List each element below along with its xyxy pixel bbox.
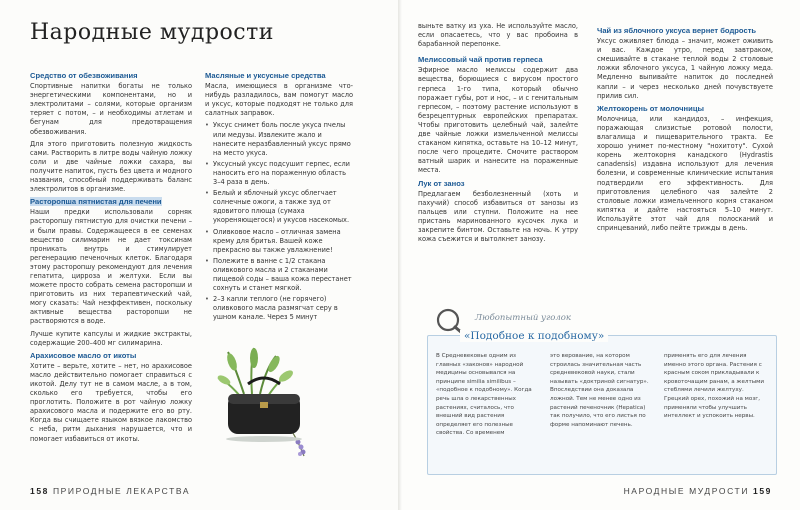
list-item: • Полежите в ванне с 1/2 стакана оливкового масла и 2 стаканами пищевой соды – ваша кожа перестанет сохнуть и станет мягкой. [205, 257, 353, 293]
sidebar-column-2: это верование, на котором строилась значительная часть средневековой науки, стали называть «доктриной сигнатур». Впоследствии она доказала ложной. Тем не менее одно из растений печеночник (Hepatica) так получило, что его листья по форме напоминают печень. [550, 353, 649, 428]
column-1 [30, 67, 192, 447]
heading-melissa: Мелиссовый чай против герпеса [418, 55, 543, 65]
paragraph-onion: Предлагаем безболезненный (хоть и пахучий) способ избавиться от занозы из пальцев или ступни. Положите на нее пристань маринованного кусочек лука и закрепите бинтом. Оставьте на ночь. К утру кожа съежится и вытолкнет занозу. [418, 189, 578, 244]
column-4 [597, 22, 773, 236]
paragraph-apple-vinegar: Уксус оживляет блюда – значит, может оживить и вас. Каждое утро, перед завтраком, смешивайте в стакане теплой воды 2 столовые ложки яблочного уксуса, 1 чайную ложку меда. Медленно выпивайте напиток до последней капли – и через несколько дней почувствуете прилив сил. [597, 37, 773, 100]
page-number-right: 159 [753, 486, 772, 496]
sidebar-title: «Подобное к подобному» [460, 330, 608, 342]
section-name-right: НАРОДНЫЕ МУДРОСТИ [623, 486, 750, 496]
paragraph-oil-vinegar-intro: Масла, имеющиеся в организме что-нибудь разладилось, вам помогут масло и уксус, которые подходят не только для салатных заправок. [205, 82, 353, 118]
page-title: Народные мудрости [30, 20, 274, 45]
sidebar-label: Любопытный уголок [475, 313, 571, 323]
paragraph-dehydration: Спортивные напитки богаты не только энергетическими компонентами, но и электролитами – солями, которые организм теряет с потом, – и необходимы атлетам и бегунам для предотвращения обезвоживания. [30, 82, 192, 136]
paragraph-melissa: Эфирное масло мелиссы содержит два вещества, борющиеся с вирусом простого герпеса 1-го типа, который обычно поражает губы, рот и нос, – и с генитальным герпесом, – поэтому растение используют в безрецептурных европейских препаратах. Чтобы приготовить целебный чай, залейте две чайные ложки измельченной мелиссы стаканом кипятка, оставьте на 10–12 минут, после чего процедите. Смочите раствором ватный шарик и нанесите на пораженные места. [418, 66, 578, 175]
paragraph-milk-thistle-2: Лучше купите капсулы и жидкие экстракты, содержащие 200–400 мг силимарина. [30, 329, 192, 347]
heading-onion: Лук от заноз [418, 178, 465, 188]
column-2 [205, 67, 353, 324]
heading-oil-vinegar: Масляные и уксусные средства [205, 71, 326, 80]
paragraph-goldenseal: Молочница, или кандидоз, – инфекция, поражающая слизистые ротовой полости, влагалища и пищеварительного тракта. Ее хорошо унимет по-местному "нохитоту". Сухой корень желтокорня канадского (Hydrastis canadensis) издавна используют для лечения болезни, и современные клинические испытания подтвердили его эффективность. Для приготовления целебного чая залейте 2 столовые ложки измельченного корня стаканом кипятка и дайте настояться 5–10 минут. Используйте этот чай для полосканий и спринцеваний, либо пейте трижды в день. [597, 114, 773, 232]
list-item: • 2–3 капли теплого (не горячего) оливкового масла размягчат серу в ушном канале. Через 5 минут [205, 295, 353, 322]
footer-left [30, 486, 190, 496]
column-3 [418, 22, 578, 247]
list-item: • Оливковое масло – отличная замена крему для бритья. Вашей коже прекрасно вы также увлажнение! [205, 228, 353, 255]
list-item: • Уксус снимет боль после укуса пчелы или медузы. Извлеките жало и нанесите неразбавленный уксус прямо на место укуса. [205, 121, 353, 157]
section-name-left: ПРИРОДНЫЕ ЛЕКАРСТВА [52, 486, 191, 496]
paragraph-dehydration-2: Для этого приготовить полезную жидкость сами. Растворить в литре воды чайную ложку соли и две чайные ложки сахара, вы получите напиток, пусть без цвета и модного названия, способный поддерживать баланс электролитов в организме. [30, 139, 192, 194]
paragraph-milk-thistle: Наши предки использовали сорняк расторопшу пятнистую для очистки печени – и были правы. Содержащееся в ее семенах вещество силимарин не дает токсинам проникать внутрь и стимулирует регенерацию печеночных клеток. Благодаря этому расторопшу рекомендуют для лечения гепатита, цирроза и желтухи. Если вы можете просто собрать семена расторопши и приготовить из них терапевтический чай, могу сказать: Чай неэффективен, поскольку активные вещества расторопши не растворяются в воде. [30, 208, 192, 326]
heading-apple-vinegar: Чай из яблочного уксуса вернет бодрость [597, 26, 757, 35]
heading-goldenseal: Желтокорень от молочницы [597, 103, 704, 113]
heading-milk-thistle: Расторопша пятнистая для печени [30, 197, 162, 207]
herbs-icon [216, 348, 295, 396]
heading-peanut-butter: Арахисовое масло от икоты [30, 350, 137, 360]
paragraph-peanut-butter: Хотите – верьте, хотите – нет, но арахисовое масло действительно помогает справиться с икотой. Делу тут не в самом масле, а в том, сколько его требуется, чтобы его проглотить. Положите в рот чайную ложку арахисового масла и подержите его во рту. Когда вы счищаете языком вязкое лакомство с неба, ритм дыхания нарушается, что и помогает избавиться от икоты. [30, 361, 192, 443]
page-number-left: 158 [30, 486, 49, 496]
footer-right [624, 486, 772, 496]
paragraph-ear-oil-cont: выньте ватку из уха. Не используйте масло, если опасаетесь, что у вас пробоина в барабанной перепонке. [418, 22, 578, 49]
heading-dehydration: Средство от обезвоживания [30, 71, 138, 80]
medical-bag-icon [226, 378, 302, 442]
book-gutter [398, 0, 402, 510]
sidebar-column-1: В Средневековье одним из главных «законов» народной медицины основывался на принципе similia similibus – «подобное к подобному». Когда речь шла о лекарственных растениях, считалось, что внешний вид растения определяет его полезные свойства. Со временем [436, 353, 532, 437]
list-item: • Уксусный уксус подсушит герпес, если наносить его на пораженную область 3–4 раза в день. [205, 160, 353, 187]
list-item: • Белый и яблочный уксус облегчает солнечные ожоги, а также зуд от ядовитого плюща (сумаха укореняющегося) и укусов насекомых. [205, 189, 353, 225]
sidebar-column-3: применять его для лечения именно этого органа. Растения с красным соком прикладывали к кровоточащим ранам, а желтыми стеблями лечили желтуху. Грецкий орех, похожий на мозг, применяли чтобы улучшить интеллект и успокоить нервы. [664, 353, 765, 420]
herbal-bag-illustration [214, 344, 316, 462]
